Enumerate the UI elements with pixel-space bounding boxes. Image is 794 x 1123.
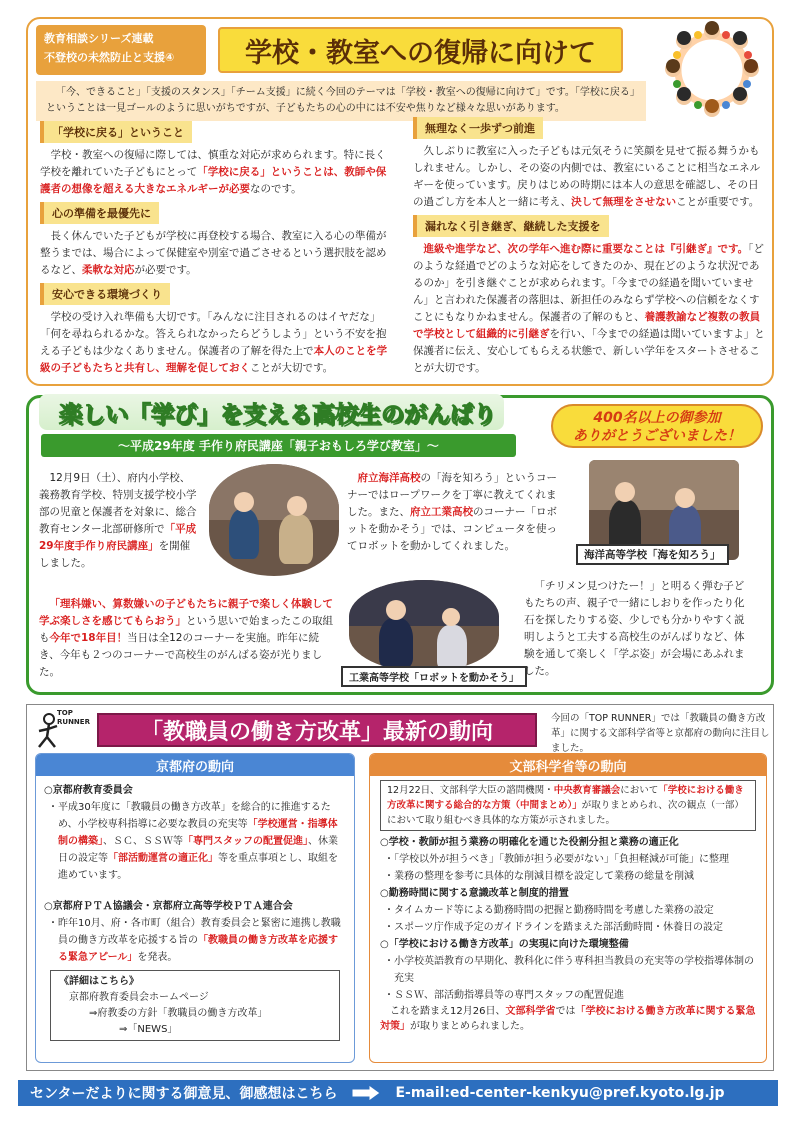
thanks-line1: 400名以上の御参加 bbox=[593, 410, 721, 426]
kyoto-board-heading: ○京都府教育委員会 bbox=[44, 785, 133, 796]
mext-panel-header: 文部科学省等の動向 bbox=[370, 754, 766, 776]
right-column bbox=[413, 113, 765, 377]
heading-mental-prep: 心の準備を最優先に bbox=[40, 202, 159, 224]
para-handover: 進級や進学など、次の学年へ進む際に重要なことは『引継ぎ』です。「どのような経過でどのような対応をしてきたのか、現在どのような状況であるのか」を引き継ぐことが求められます。「今までの経過を聞いていません」と言われた保護者の落胆は、新担任のみならず学校への信頼をなくすことにもなりかねません。保護者の了解のもと、養護教諭など複数の教員で学校として組織的に引継ぎを行い、「今までの経過は聞いていますよ」と保護者に伝え、安心してもらえる状態で、新しい学年をスタートさせることが大切です。 bbox=[413, 243, 765, 374]
section-high-school-students bbox=[26, 395, 774, 695]
section3-note: 今回の「TOP RUNNER」では「教職員の働き方改革」に関する文部科学省等と京都府の動向に注目しました。 bbox=[551, 713, 770, 754]
footer-bar bbox=[18, 1080, 778, 1106]
thanks-line2: ありがとうございました！ bbox=[573, 428, 741, 444]
section2-title: 楽しい「学び」を支える高校生のがんばり bbox=[39, 394, 504, 430]
thanks-bubble bbox=[551, 404, 763, 448]
footer-email[interactable]: E-mail:ed-center-kenkyu@pref.kyoto.lg.jp bbox=[395, 1085, 725, 1101]
footer-text: センターだよりに関する御意見、御感想はこちら bbox=[30, 1086, 338, 1102]
section1-title: 学校・教室への復帰に向けて bbox=[218, 27, 623, 73]
section-work-style-reform bbox=[26, 704, 774, 1071]
mext-point2b: ・スポーツ庁作成予定のガイドラインを踏まえた部活動時間・休養日の設定 bbox=[384, 922, 723, 933]
logo-runner: RUNNER bbox=[57, 718, 90, 726]
para-safe-environment: 学校の受け入れ準備も大切です。「みんなに注目されるのはイヤだな」「何を尋ねられるかな。答えられなかったらどうしよう」という不安を抱える子どもは少なくありません。保護者の了解を得た上で本人のことを学級の子どもたちと共有し、理解を促しておくことが大切です。 bbox=[40, 311, 388, 374]
details-box bbox=[50, 970, 340, 1041]
photo-robot bbox=[349, 580, 499, 672]
details-policy-link[interactable]: ⇒府教委の方針「教職員の働き方改革」 bbox=[89, 1008, 268, 1019]
para-return-to-school: 学校・教室への復帰に際しては、慎重な対応が求められます。特に長く学校を離れていた子どもにとって「学校に戻る」ということは、教師や保護者の想像を超える大きなエネルギーが必要なのです。 bbox=[40, 149, 387, 195]
details-homepage[interactable]: 京都府教育委員会ホームページ bbox=[69, 992, 209, 1003]
section2-subtitle: ～平成29年度 手作り府民講座「親子おもしろ学び教室」～ bbox=[41, 434, 516, 457]
heading-handover: 漏れなく引き継ぎ、継続した支援を bbox=[413, 215, 609, 237]
series-tag-line1: 教育相談シリーズ連載 bbox=[44, 32, 154, 45]
section3-title: 「教職員の働き方改革」最新の動向 bbox=[97, 713, 537, 747]
intro-text: 「今、できること」「支援のスタンス」「チーム支援」に続く今回のテーマは「学校・教室への復帰に向けて」です。「学校に戻る」ということは一見ゴールのように思いがちですが、子どもたちの心の中には不安や焦りなど様々な思いがあります。 bbox=[36, 81, 646, 121]
mext-point3b: ・ＳＳＷ、部活動指導員等の専門スタッフの配置促進 bbox=[384, 990, 624, 1001]
kyoto-board-text: ・平成30年度に「教職員の働き方改革」を総合的に推進するため、小学校専科指導に必要な教員の充実等「学校運営・指導体制の構築」、ＳＣ、ＳＳＷ等「専門スタッフの配置促進」、休業日の設定等「部活動運営の適正化」等を重点事項とし、取組を進めています。 bbox=[48, 802, 338, 881]
mext-point2: ○勤務時間に関する意識改革と制度的措置 bbox=[380, 888, 569, 899]
kyoto-panel bbox=[35, 753, 355, 1063]
section-counseling-series bbox=[26, 17, 774, 386]
photo-kids-sand bbox=[209, 464, 339, 576]
para-high-schools: 府立海洋高校の「海を知ろう」というコーナーではロープワークを丁寧に教えてくれました。また、府立工業高校のコーナー「ロボットを動かそう」では、コンピュータを使ってロボットを動かしてくれました。 bbox=[347, 472, 557, 552]
heading-safe-environment: 安心できる環境づくり bbox=[40, 283, 170, 305]
series-tag bbox=[36, 25, 206, 75]
para-event-intro: 12月9日（土）、府内小学校、義務教育学校、特別支援学校小学部の児童と保護者を対象に、総合教育センター北部研修所で「平成29年度手作り府民講座」を開催しました。 bbox=[39, 472, 197, 569]
para-step-by-step: 久しぶりに教室に入った子どもは元気そうに笑顔を見せて振る舞うかもしれません。しかし、その姿の内側では、教室にいることに相当なエネルギーを使っています。戻りはじめの時期には本人の意思を確認し、その日の過ごし方を本人と一緒に考え、決して無理をさせないことが重要です。 bbox=[413, 145, 761, 208]
top-runner-logo bbox=[35, 709, 93, 753]
mext-point3: ○「学校における働き方改革」の実現に向けた環境整備 bbox=[380, 939, 629, 950]
series-tag-line2: 不登校の未然防止と支援④ bbox=[44, 51, 175, 64]
mext-point1: ○学校・教師が担う業務の明確化を通じた役割分担と業務の適正化 bbox=[380, 837, 679, 848]
mext-conclusion: これを踏まえ12月26日、文部科学省では「学校における働き方改革に関する緊急対策」が取りまとめられました。 bbox=[380, 1006, 756, 1032]
heading-step-by-step: 無理なく一歩ずつ前進 bbox=[413, 117, 543, 139]
logo-top: TOP bbox=[57, 709, 73, 717]
para-mental-prep: 長く休んでいた子どもが学校に再登校する場合、教室に入る心の準備が整うまでは、場合によって保健室や別室で過ごさせるという選択肢を認めるなど、柔軟な対応が必要です。 bbox=[40, 230, 387, 276]
mext-panel bbox=[369, 753, 767, 1063]
mext-point3a: ・小学校英語教育の早期化、教科化に伴う専科担当教員の充実等の学校指導体制の充実 bbox=[384, 956, 754, 984]
mext-summary: 12月22日、文部科学大臣の諮問機関・中央教育審議会において「学校における働き方改革に関する総合的な方策（中間まとめ）」が取りまとめられ、次の観点（一部）において取り組むべき具体的な方策が示されました。 bbox=[380, 780, 756, 831]
caption-marine-school: 海洋高等学校「海を知ろう」 bbox=[576, 544, 729, 565]
details-news-link[interactable]: ⇒「NEWS」 bbox=[119, 1024, 178, 1035]
kyoto-panel-header: 京都府の動向 bbox=[36, 754, 354, 776]
kyoto-pta-text: ・昨年10月、府・各市町（組合）教育委員会と緊密に連携し教職員の働き方改革を応援する旨の「教職員の働き方改革を応援する緊急アピール」を発表。 bbox=[48, 918, 341, 963]
mext-point1a: ・「学校以外が担うべき」「教師が担う必要がない」「負担軽減が可能」に整理 bbox=[384, 854, 729, 865]
para-experience: 「チリメン見つけたー！」と明るく弾む子どもたちの声、親子で一緒にしおりを作ったり化石を探したりする姿、少しでも分かりやすく説明しようと工夫する高校生のがんばりなど、体験を通して楽しく「学ぶ姿」が会場にあふれました。 bbox=[524, 580, 745, 677]
heading-return-to-school: 「学校に戻る」ということ bbox=[40, 121, 192, 143]
para-event-purpose: 「理科嫌い、算数嫌いの子どもたちに親子で楽しく体験して学ぶ楽しさを感じてもらおう」という思いで始まったこの取組も今年で18年目！当日は全12のコーナーを実施。昨年に続き、今年も２つのコーナーで高校生のがんばる姿が光りました。 bbox=[39, 598, 333, 678]
people-circle-illustration bbox=[656, 21, 768, 119]
left-column bbox=[40, 117, 390, 377]
arrow-right-icon bbox=[351, 1085, 381, 1101]
details-label: 《詳細はこちら》 bbox=[59, 976, 139, 987]
mext-point1b: ・業務の整理を参考に具体的な削減目標を設定して業務の総量を削減 bbox=[384, 871, 694, 882]
kyoto-pta-heading: ○京都府ＰＴＡ協議会・京都府立高等学校ＰＴＡ連合会 bbox=[44, 901, 293, 912]
mext-point2a: ・タイムカード等による勤務時間の把握と勤務時間を考慮した業務の設定 bbox=[384, 905, 714, 916]
caption-robot: 工業高等学校「ロボットを動かそう」 bbox=[341, 666, 527, 687]
